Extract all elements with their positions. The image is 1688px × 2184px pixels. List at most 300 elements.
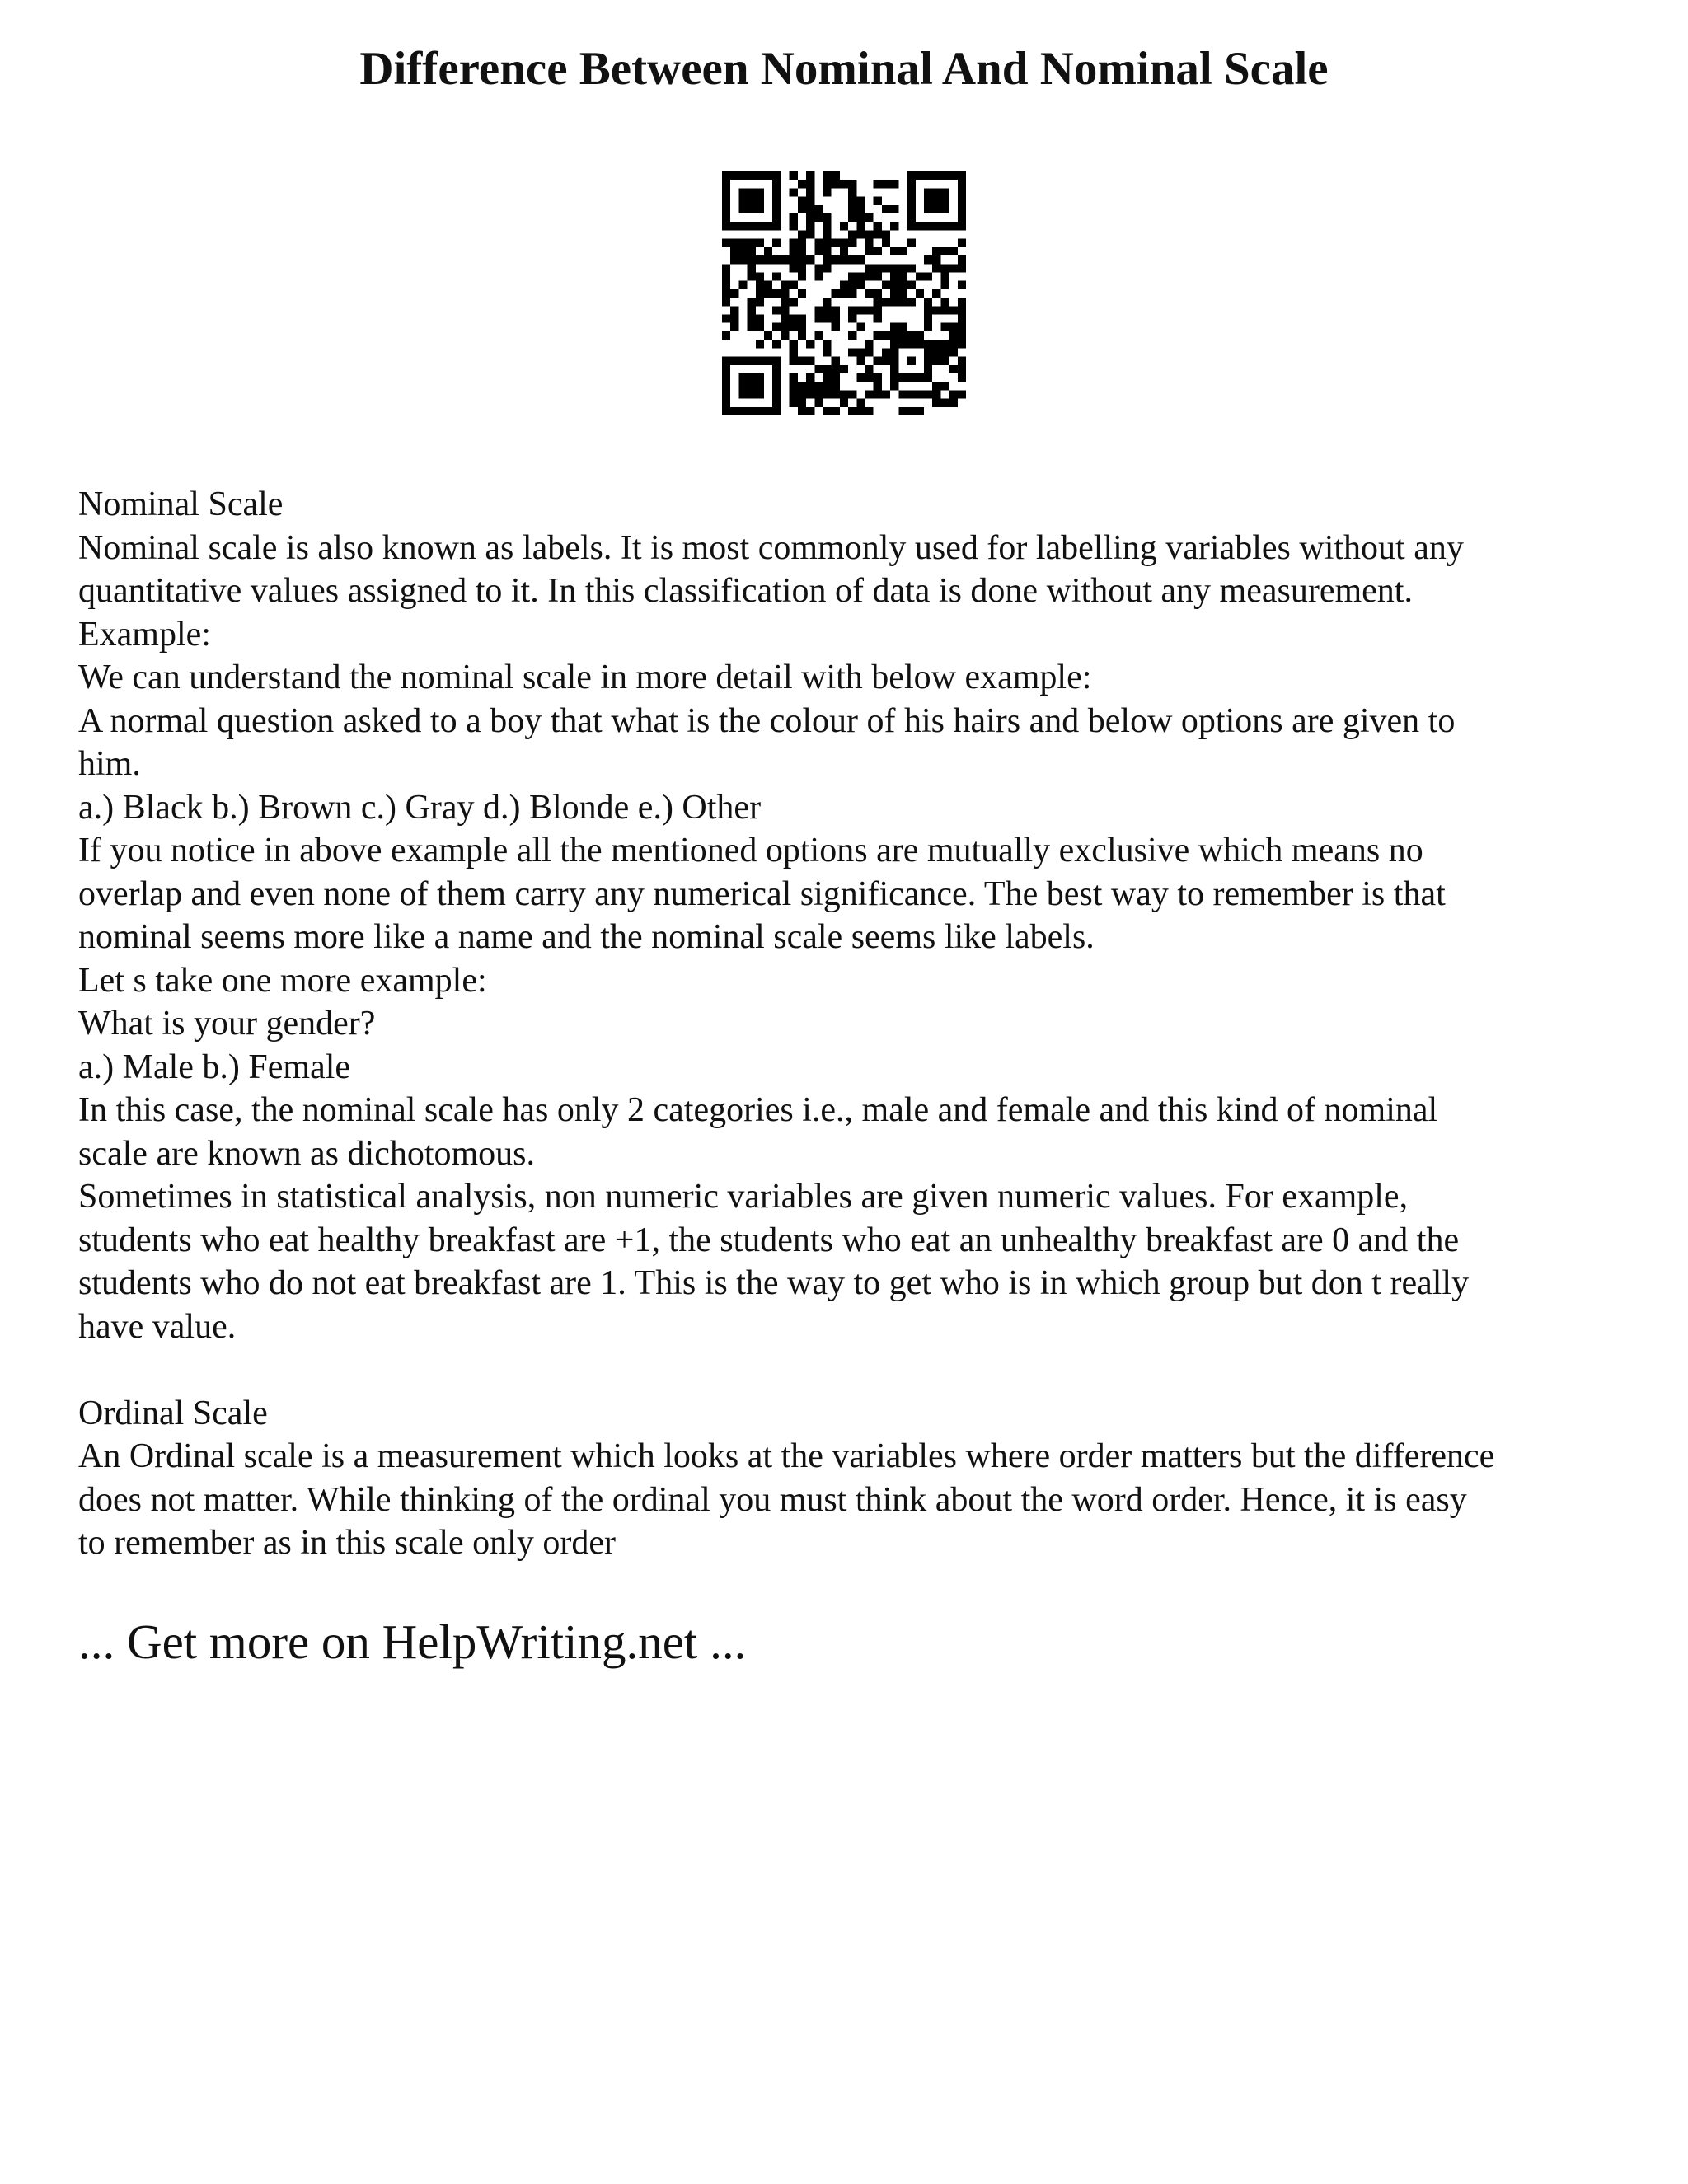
qr-module bbox=[950, 264, 958, 272]
qr-module bbox=[730, 247, 738, 255]
qr-module bbox=[958, 323, 966, 331]
qr-module bbox=[874, 298, 882, 306]
qr-module bbox=[798, 407, 806, 415]
qr-module bbox=[798, 399, 806, 407]
paragraph-line: quantitative values assigned to it. In this classification of data is done without any measurement. bbox=[78, 572, 1413, 610]
qr-module bbox=[856, 357, 865, 365]
qr-module bbox=[730, 222, 738, 230]
qr-module bbox=[890, 340, 898, 348]
qr-module bbox=[940, 382, 949, 390]
qr-module bbox=[874, 382, 882, 390]
qr-module bbox=[764, 289, 772, 298]
qr-module bbox=[722, 264, 730, 272]
qr-module bbox=[907, 171, 916, 180]
section-heading-ordinal: Ordinal Scale bbox=[78, 1394, 268, 1432]
qr-module bbox=[781, 323, 789, 331]
qr-module bbox=[958, 331, 966, 340]
qr-module bbox=[932, 197, 940, 205]
qr-module bbox=[907, 331, 916, 340]
qr-module bbox=[798, 315, 806, 323]
qr-module bbox=[932, 188, 940, 196]
paragraph-line: What is your gender? bbox=[78, 1005, 376, 1043]
qr-module bbox=[865, 264, 874, 272]
qr-module bbox=[865, 272, 874, 280]
qr-module bbox=[856, 407, 865, 415]
qr-module bbox=[882, 357, 890, 365]
qr-module bbox=[806, 213, 814, 222]
qr-module bbox=[790, 390, 798, 398]
qr-module bbox=[722, 390, 730, 398]
qr-module bbox=[738, 197, 747, 205]
qr-module bbox=[772, 222, 781, 230]
qr-module bbox=[790, 213, 798, 222]
qr-module bbox=[823, 407, 831, 415]
qr-module bbox=[730, 315, 738, 323]
qr-module bbox=[756, 197, 764, 205]
qr-module bbox=[772, 213, 781, 222]
qr-module bbox=[756, 272, 764, 280]
qr-module bbox=[738, 255, 747, 264]
qr-module bbox=[764, 222, 772, 230]
qr-module bbox=[916, 373, 924, 382]
qr-module bbox=[882, 239, 890, 247]
qr-module bbox=[932, 255, 940, 264]
qr-module bbox=[940, 323, 949, 331]
qr-module bbox=[932, 222, 940, 230]
qr-module bbox=[832, 239, 840, 247]
qr-module bbox=[907, 264, 916, 272]
qr-module bbox=[730, 255, 738, 264]
qr-module bbox=[840, 399, 848, 407]
qr-module bbox=[790, 340, 798, 348]
qr-module bbox=[756, 222, 764, 230]
qr-module bbox=[722, 213, 730, 222]
qr-module bbox=[907, 197, 916, 205]
qr-module bbox=[790, 222, 798, 230]
qr-module bbox=[722, 281, 730, 289]
qr-module bbox=[924, 197, 932, 205]
qr-module bbox=[738, 239, 747, 247]
qr-module bbox=[865, 390, 874, 398]
qr-module bbox=[848, 255, 856, 264]
qr-module bbox=[890, 365, 898, 373]
qr-module bbox=[823, 365, 831, 373]
qr-module bbox=[890, 272, 898, 280]
paragraph-line: to remember as in this scale only order bbox=[78, 1524, 616, 1562]
qr-module bbox=[790, 298, 798, 306]
qr-module bbox=[790, 323, 798, 331]
qr-module bbox=[798, 247, 806, 255]
qr-module bbox=[907, 239, 916, 247]
qr-module bbox=[823, 213, 831, 222]
qr-module bbox=[924, 348, 932, 356]
qr-module bbox=[814, 365, 823, 373]
paragraph-line: does not matter. While thinking of the ordinal you must think about the word order. Hence, it is easy bbox=[78, 1480, 1467, 1519]
qr-module bbox=[798, 331, 806, 340]
qr-module bbox=[772, 323, 781, 331]
qr-module bbox=[806, 197, 814, 205]
qr-module bbox=[840, 247, 848, 255]
qr-module bbox=[772, 306, 781, 314]
qr-module bbox=[823, 382, 831, 390]
qr-module bbox=[722, 315, 730, 323]
paragraph-line: Sometimes in statistical analysis, non numeric variables are given numeric values. For example, bbox=[78, 1178, 1409, 1216]
qr-module bbox=[848, 188, 856, 196]
qr-module bbox=[890, 357, 898, 365]
qr-module bbox=[916, 171, 924, 180]
qr-module bbox=[806, 407, 814, 415]
qr-module bbox=[958, 264, 966, 272]
qr-module bbox=[832, 289, 840, 298]
qr-module bbox=[748, 171, 756, 180]
qr-module bbox=[907, 180, 916, 188]
qr-module bbox=[898, 247, 907, 255]
qr-module bbox=[806, 255, 814, 264]
qr-module bbox=[924, 357, 932, 365]
qr-module bbox=[840, 289, 848, 298]
qr-module bbox=[832, 382, 840, 390]
qr-module bbox=[772, 188, 781, 196]
qr-module bbox=[823, 171, 831, 180]
qr-module bbox=[932, 382, 940, 390]
qr-module bbox=[958, 340, 966, 348]
qr-module bbox=[940, 281, 949, 289]
qr-module bbox=[772, 373, 781, 382]
qr-module bbox=[848, 205, 856, 213]
qr-module bbox=[772, 365, 781, 373]
qr-module bbox=[950, 331, 958, 340]
qr-module bbox=[940, 340, 949, 348]
qr-module bbox=[748, 197, 756, 205]
qr-module bbox=[848, 197, 856, 205]
qr-module bbox=[890, 382, 898, 390]
qr-module bbox=[848, 348, 856, 356]
qr-module bbox=[932, 357, 940, 365]
qr-module bbox=[823, 180, 831, 188]
qr-module bbox=[806, 222, 814, 230]
qr-module bbox=[865, 239, 874, 247]
paragraph-line: A normal question asked to a boy that what is the colour of his hairs and below options are given to bbox=[78, 701, 1456, 740]
qr-module bbox=[898, 281, 907, 289]
qr-module bbox=[756, 323, 764, 331]
qr-module bbox=[924, 323, 932, 331]
qr-module bbox=[874, 315, 882, 323]
qr-module bbox=[940, 188, 949, 196]
qr-module bbox=[865, 289, 874, 298]
qr-module bbox=[856, 205, 865, 213]
qr-module bbox=[814, 399, 823, 407]
paragraph-line: a.) Male b.) Female bbox=[78, 1047, 351, 1086]
qr-module bbox=[907, 373, 916, 382]
qr-module bbox=[823, 239, 831, 247]
qr-module bbox=[958, 315, 966, 323]
qr-module bbox=[890, 323, 898, 331]
qr-module bbox=[806, 171, 814, 180]
paragraph-line: have value. bbox=[78, 1307, 237, 1346]
qr-module bbox=[848, 289, 856, 298]
qr-module bbox=[722, 180, 730, 188]
qr-module bbox=[806, 382, 814, 390]
paragraph-line: We can understand the nominal scale in more detail with below example: bbox=[78, 658, 1092, 696]
qr-module bbox=[730, 323, 738, 331]
qr-module bbox=[790, 399, 798, 407]
qr-module bbox=[924, 373, 932, 382]
qr-module bbox=[890, 205, 898, 213]
get-more-link[interactable]: ... Get more on HelpWriting.net ... bbox=[78, 1615, 747, 1669]
qr-module bbox=[865, 306, 874, 314]
qr-module bbox=[756, 382, 764, 390]
qr-module bbox=[832, 373, 840, 382]
qr-module bbox=[823, 255, 831, 264]
qr-module bbox=[865, 340, 874, 348]
qr-module bbox=[738, 171, 747, 180]
qr-module bbox=[958, 373, 966, 382]
qr-module bbox=[790, 357, 798, 365]
qr-module bbox=[950, 222, 958, 230]
qr-module bbox=[848, 180, 856, 188]
qr-module bbox=[898, 264, 907, 272]
qr-module bbox=[781, 255, 789, 264]
qr-module bbox=[790, 281, 798, 289]
qr-module bbox=[856, 348, 865, 356]
qr-module bbox=[722, 382, 730, 390]
qr-module bbox=[814, 264, 823, 272]
qr-module bbox=[722, 188, 730, 196]
qr-module bbox=[924, 315, 932, 323]
qr-module bbox=[874, 264, 882, 272]
qr-code-icon bbox=[722, 171, 966, 415]
qr-module bbox=[882, 390, 890, 398]
qr-module bbox=[890, 348, 898, 356]
qr-module bbox=[882, 205, 890, 213]
paragraph-line: If you notice in above example all the mentioned options are mutually exclusive which means no bbox=[78, 832, 1423, 869]
paragraph-line: Let s take one more example: bbox=[78, 961, 487, 1000]
qr-module bbox=[856, 399, 865, 407]
qr-module bbox=[898, 331, 907, 340]
qr-module bbox=[950, 171, 958, 180]
qr-module bbox=[798, 205, 806, 213]
qr-module bbox=[748, 222, 756, 230]
qr-module bbox=[748, 382, 756, 390]
qr-module bbox=[823, 390, 831, 398]
qr-module bbox=[823, 264, 831, 272]
paragraph-line: him. bbox=[78, 745, 141, 783]
qr-module bbox=[856, 255, 865, 264]
qr-module bbox=[890, 222, 898, 230]
qr-module bbox=[806, 180, 814, 188]
qr-module bbox=[874, 247, 882, 255]
qr-module bbox=[890, 180, 898, 188]
qr-module bbox=[874, 331, 882, 340]
qr-module bbox=[950, 323, 958, 331]
qr-module bbox=[730, 289, 738, 298]
qr-module bbox=[806, 205, 814, 213]
qr-module bbox=[798, 357, 806, 365]
qr-module bbox=[865, 348, 874, 356]
paragraph-line: An Ordinal scale is a measurement which looks at the variables where order matters but the difference bbox=[78, 1437, 1495, 1475]
qr-module bbox=[874, 357, 882, 365]
qr-module bbox=[865, 213, 874, 222]
qr-module bbox=[940, 197, 949, 205]
qr-module bbox=[958, 298, 966, 306]
qr-module bbox=[814, 239, 823, 247]
qr-module bbox=[738, 281, 747, 289]
qr-module bbox=[738, 357, 747, 365]
qr-module bbox=[798, 382, 806, 390]
qr-module bbox=[748, 323, 756, 331]
qr-module bbox=[882, 331, 890, 340]
qr-module bbox=[772, 340, 781, 348]
qr-module bbox=[924, 188, 932, 196]
qr-module bbox=[823, 348, 831, 356]
qr-module bbox=[932, 247, 940, 255]
qr-module bbox=[882, 281, 890, 289]
qr-module bbox=[958, 306, 966, 314]
qr-module bbox=[950, 399, 958, 407]
qr-module bbox=[738, 407, 747, 415]
qr-module bbox=[958, 197, 966, 205]
qr-module bbox=[907, 340, 916, 348]
qr-module bbox=[907, 188, 916, 196]
qr-module bbox=[806, 390, 814, 398]
qr-module bbox=[958, 365, 966, 373]
qr-module bbox=[848, 407, 856, 415]
qr-module bbox=[932, 205, 940, 213]
qr-module bbox=[940, 205, 949, 213]
qr-module bbox=[907, 298, 916, 306]
qr-module bbox=[865, 407, 874, 415]
qr-module bbox=[764, 357, 772, 365]
qr-module bbox=[772, 382, 781, 390]
qr-module bbox=[848, 272, 856, 280]
qr-module bbox=[890, 289, 898, 298]
qr-module bbox=[806, 188, 814, 196]
qr-module bbox=[932, 348, 940, 356]
qr-module bbox=[748, 357, 756, 365]
qr-module bbox=[840, 281, 848, 289]
qr-module bbox=[958, 255, 966, 264]
qr-module bbox=[814, 272, 823, 280]
qr-module bbox=[730, 306, 738, 314]
qr-module bbox=[890, 264, 898, 272]
qr-module bbox=[722, 239, 730, 247]
qr-module bbox=[722, 197, 730, 205]
qr-module bbox=[738, 382, 747, 390]
paragraph-line: Nominal scale is also known as labels. It is most commonly used for labelling variables without any bbox=[78, 528, 1464, 567]
qr-module bbox=[940, 348, 949, 356]
qr-module bbox=[916, 222, 924, 230]
paragraph-line: In this case, the nominal scale has only 2 categories i.e., male and female and this kind of nominal bbox=[78, 1091, 1438, 1129]
qr-module bbox=[907, 281, 916, 289]
qr-module bbox=[916, 331, 924, 340]
qr-module bbox=[890, 281, 898, 289]
qr-module bbox=[806, 373, 814, 382]
qr-module bbox=[756, 407, 764, 415]
qr-module bbox=[882, 298, 890, 306]
qr-module bbox=[748, 272, 756, 280]
qr-module bbox=[950, 247, 958, 255]
qr-module bbox=[730, 171, 738, 180]
qr-module bbox=[848, 331, 856, 340]
qr-module bbox=[814, 306, 823, 314]
qr-module bbox=[764, 255, 772, 264]
qr-module bbox=[798, 180, 806, 188]
qr-module bbox=[764, 247, 772, 255]
qr-module bbox=[924, 390, 932, 398]
qr-module bbox=[730, 239, 738, 247]
qr-module bbox=[748, 264, 756, 272]
qr-module bbox=[772, 272, 781, 280]
qr-module bbox=[814, 247, 823, 255]
qr-module bbox=[907, 205, 916, 213]
qr-module bbox=[748, 188, 756, 196]
qr-module bbox=[781, 281, 789, 289]
qr-module bbox=[916, 407, 924, 415]
qr-module bbox=[748, 315, 756, 323]
qr-module bbox=[958, 222, 966, 230]
qr-module bbox=[790, 373, 798, 382]
qr-module bbox=[932, 289, 940, 298]
qr-module bbox=[907, 357, 916, 365]
qr-module bbox=[806, 357, 814, 365]
qr-module bbox=[916, 390, 924, 398]
qr-module bbox=[756, 281, 764, 289]
qr-module bbox=[848, 281, 856, 289]
qr-module bbox=[722, 171, 730, 180]
paragraph-line: scale are known as dichotomous. bbox=[78, 1134, 536, 1173]
qr-module bbox=[832, 180, 840, 188]
qr-module bbox=[790, 348, 798, 356]
qr-module bbox=[738, 205, 747, 213]
qr-module bbox=[756, 373, 764, 382]
qr-module bbox=[882, 180, 890, 188]
qr-module bbox=[790, 188, 798, 196]
qr-module bbox=[874, 180, 882, 188]
qr-module bbox=[840, 239, 848, 247]
qr-module bbox=[865, 247, 874, 255]
qr-module bbox=[823, 315, 831, 323]
qr-module bbox=[856, 197, 865, 205]
qr-module bbox=[748, 255, 756, 264]
qr-module bbox=[916, 272, 924, 280]
qr-module bbox=[798, 255, 806, 264]
paragraph-line: a.) Black b.) Brown c.) Gray d.) Blonde e.) Other bbox=[78, 788, 762, 827]
qr-module bbox=[832, 323, 840, 331]
qr-module bbox=[898, 390, 907, 398]
qr-module bbox=[790, 382, 798, 390]
qr-module bbox=[781, 331, 789, 340]
qr-module bbox=[806, 230, 814, 238]
qr-module bbox=[756, 188, 764, 196]
qr-module bbox=[907, 407, 916, 415]
qr-module bbox=[898, 289, 907, 298]
qr-module bbox=[882, 230, 890, 238]
qr-module bbox=[764, 171, 772, 180]
qr-module bbox=[865, 373, 874, 382]
qr-module bbox=[832, 390, 840, 398]
qr-module bbox=[823, 222, 831, 230]
qr-module bbox=[772, 407, 781, 415]
qr-module bbox=[874, 222, 882, 230]
qr-module bbox=[832, 365, 840, 373]
qr-module bbox=[958, 171, 966, 180]
qr-module bbox=[798, 239, 806, 247]
qr-module bbox=[950, 340, 958, 348]
qr-module bbox=[764, 407, 772, 415]
qr-module bbox=[848, 390, 856, 398]
section-heading-nominal: Nominal Scale bbox=[78, 485, 284, 523]
qr-module bbox=[748, 205, 756, 213]
